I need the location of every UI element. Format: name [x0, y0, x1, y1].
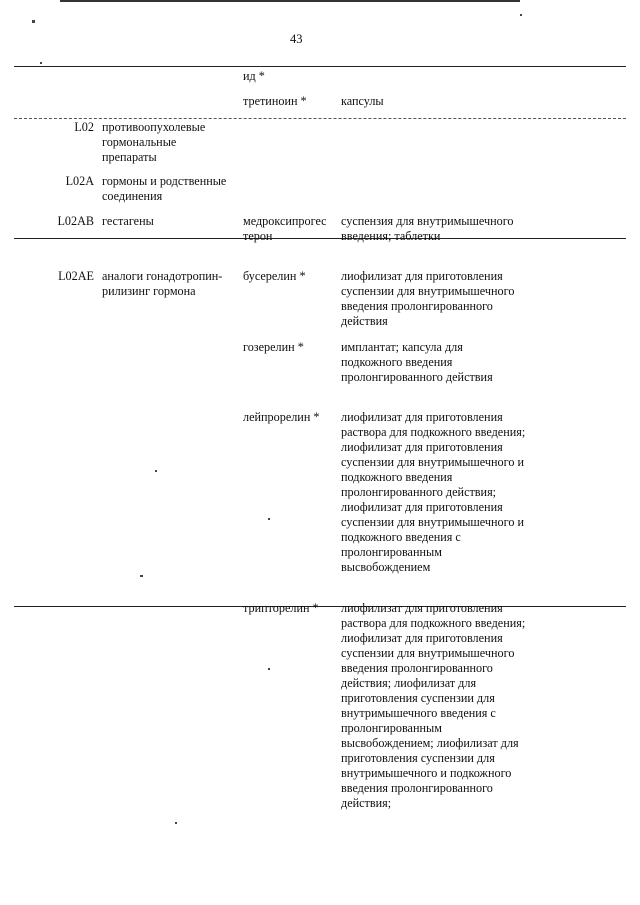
dosage-form-cell: лиофилизат для приготовления суспензии для внутримышечного введения пролонгированного действия [341, 269, 515, 328]
scan-speck [155, 470, 157, 472]
row-divider [14, 66, 626, 67]
inn-cell: ид * [243, 69, 265, 83]
scan-speck [140, 575, 143, 577]
atc-code-cell: L02AE [58, 269, 94, 283]
atc-group-cell: гестагены [102, 214, 154, 228]
row-divider [14, 606, 626, 607]
dosage-form-cell: лиофилизат для приготовления раствора для подкожного введения; лиофилизат для приготовления суспензии для внутримышечного и подкожного введения пролонгированного действия; лиофилизат для приготовления суспензии для внутримышечного и подкожного введения с пролонгированным высвобождением [341, 410, 526, 574]
atc-group-cell: гормоны и родственные соединения [102, 174, 227, 203]
atc-group-cell: аналоги гонадотропин-рилизинг гормона [102, 269, 223, 298]
atc-code-cell: L02 [74, 120, 94, 134]
scan-speck [520, 14, 522, 16]
inn-cell: третиноин * [243, 94, 307, 108]
inn-cell: гозерелин * [243, 340, 304, 354]
dosage-form-cell: имплантат; капсула для подкожного введения пролонгированного действия [341, 340, 493, 384]
inn-cell: лейпрорелин * [243, 410, 320, 424]
scan-speck [268, 518, 270, 520]
inn-cell: бусерелин * [243, 269, 306, 283]
scan-speck [40, 62, 42, 64]
atc-code-cell: L02AB [57, 214, 94, 228]
atc-group-cell: противоопухолевые гормональные препараты [102, 120, 206, 164]
inn-cell: трипторелин * [243, 601, 319, 615]
row-divider [14, 118, 626, 119]
scan-speck [32, 20, 35, 23]
scan-speck [268, 668, 270, 670]
inn-cell: медроксипрогес терон [243, 214, 327, 243]
atc-code-cell: L02A [65, 174, 94, 188]
page-number: 43 [290, 32, 303, 46]
scan-speck [175, 822, 177, 824]
top-scan-border [60, 0, 520, 6]
dosage-form-cell: капсулы [341, 94, 384, 108]
dosage-form-cell: лиофилизат для приготовления раствора для подкожного введения; лиофилизат для приготовления суспензии для внутримышечного введения пролонгированного действия; лиофилизат для приготовления суспензии для внутримышечного введения с пролонгированным высвобождением; лиофилизат для приготовления суспензии для внутримышечного и подкожного введения пролонгированного действия; [341, 601, 526, 810]
dosage-form-cell: суспензия для внутримышечного введения; таблетки [341, 214, 514, 243]
